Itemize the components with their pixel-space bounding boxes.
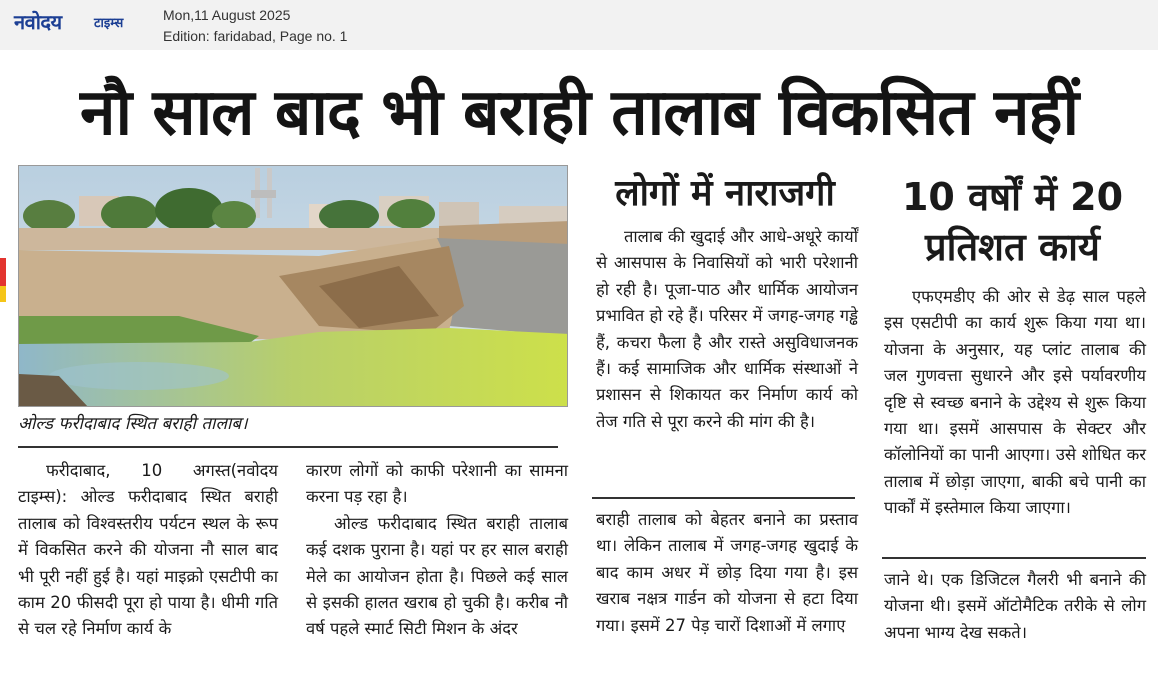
photo-caption: ओल्ड फरीदाबाद स्थित बराही तालाब।	[18, 414, 248, 434]
article-column-3-bottom	[596, 507, 858, 639]
article-column-4-top	[884, 284, 1146, 522]
column3-divider	[592, 497, 855, 499]
logo-main-text: नवोदय	[14, 10, 62, 34]
epaper-top-bar	[0, 0, 1158, 50]
article-column-2	[306, 458, 568, 643]
column-2-paragraph-1: कारण लोगों को काफी परेशानी का सामना करना पड़ रहा है।	[306, 461, 568, 507]
edition-date: Mon,11 August 2025	[163, 7, 291, 23]
edition-page: Edition: faridabad, Page no. 1	[163, 28, 348, 44]
column-1-text: फरीदाबाद, 10 अगस्त(नवोदय टाइम्स): ओल्ड फरीदाबाद स्थित बराही तालाब को विश्वस्तरीय पर्यटन स्थल के रूप में विकसित करने की योजना नौ साल बाद भी पूरी नहीं हुई है। यहां माइक्रो एसटीपी का काम 20 फीसदी पूरा हो पाया है। धीमी गति से चल रहे निर्माण कार्य के	[18, 461, 278, 639]
logo-sub-text: टाइम्स	[94, 16, 124, 31]
column-3-top-text: तालाब की खुदाई और आधे-अधूरे कार्यों से आसपास के निवासियों को भारी परेशानी हो रही है। पूजा-पाठ और धार्मिक आयोजन प्रभावित हो रहे हैं। परिसर में जगह-जगह गड्ढे हैं, कचरा फैला है और रास्ते असुविधाजनक हैं। कई सामाजिक और धार्मिक संस्थाओं ने प्रशासन से शिकायत कर निर्माण कार्य को तेज गति से पूरा करने की मांग की है।	[596, 227, 858, 431]
article-photo	[18, 165, 568, 407]
edition-meta	[163, 5, 347, 47]
column4-divider	[882, 557, 1146, 559]
subhead-twenty-percent-work	[880, 172, 1145, 272]
article-column-1	[18, 458, 278, 643]
side-marker-yellow	[0, 286, 6, 302]
column-2-paragraph-2: ओल्ड फरीदाबाद स्थित बराही तालाब कई दशक पुराना है। यहां पर हर साल बराही मेले का आयोजन होता है। पिछले कई साल से इसकी हालत खराब हो चुकी है। करीब नौ वर्ष पहले स्मार्ट सिटी मिशन के अंदर	[306, 513, 568, 639]
column-3-bottom-text: बराही तालाब को बेहतर बनाने का प्रस्ताव था। लेकिन तालाब में जगह-जगह खुदाई के बाद काम अधर में छोड़ दिया गया है। इस खराब नक्षत्र गार्डन को योजना से हटा दिया गया। इसमें 27 पेड़ चारों दिशाओं में लगाए	[596, 510, 858, 635]
subhead-public-anger: लोगों में नाराजगी	[615, 173, 835, 214]
pond-photo-illustration	[19, 166, 568, 407]
article-column-4-bottom	[884, 567, 1146, 646]
subhead-2-line-1: 10 वर्षों में 20	[901, 175, 1124, 219]
article-headline: नौ साल बाद भी बराही तालाब विकसित नहीं	[79, 76, 1079, 150]
column-4-top-text: एफएमडीए की ओर से डेढ़ साल पहले इस एसटीपी का कार्य शुरू किया गया था। योजना के अनुसार, यह प्लांट तालाब की जल गुणवत्ता सुधारने और इसे पर्यावरणीय दृष्टि से स्वच्छ बनाने के उद्देश्य से शुरू किया गया था। इसमें आसपास के सेक्टर और कॉलोनियों का पानी आएगा। उसे शोधित कर तालाब में छोड़ा जाएगा, बाकी बचे पानी का पार्कों में इस्तेमाल किया जाएगा।	[884, 287, 1146, 518]
article-column-3-top	[596, 224, 858, 435]
subhead-2-line-2: प्रतिशत कार्य	[925, 225, 1100, 269]
column-4-bottom-text: जाने थे। एक डिजिटल गैलरी भी बनाने की योजना थी। इसमें ऑटोमैटिक तरीके से लोग अपना भाग्य देख सकते।	[884, 570, 1146, 642]
navodaya-times-logo[interactable]	[14, 8, 138, 32]
side-marker-red	[0, 258, 6, 286]
caption-divider	[18, 446, 558, 448]
